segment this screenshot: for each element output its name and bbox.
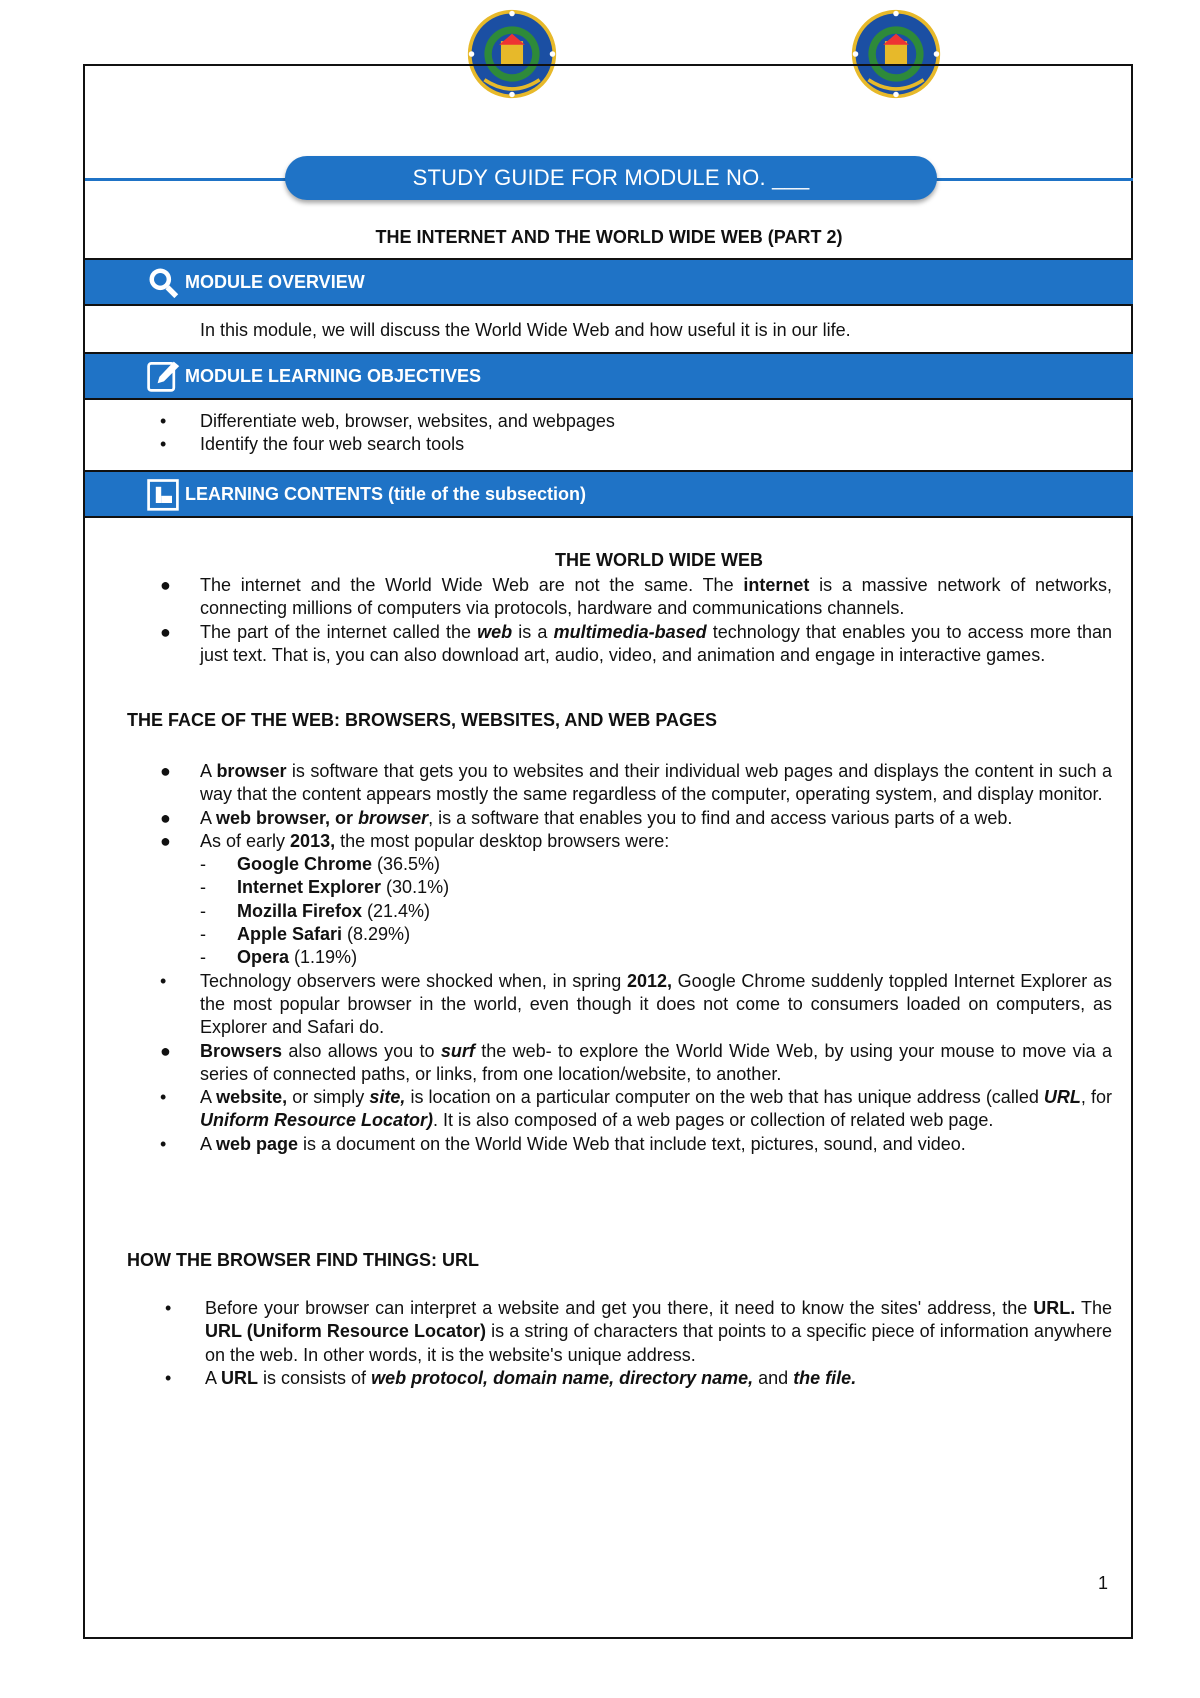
magnifier-icon	[145, 264, 181, 300]
list-item: • Before your browser can interpret a website and get you there, it need to know the sites' address, the URL. The URL (Uniform Resource Locator) is a string of characters that points to a specific piece of information anywhere on the web. In other words, it is the website's unique address.	[165, 1298, 1112, 1365]
list-item: • Technology observers were shocked when, in spring 2012, Google Chrome suddenly toppled Internet Explorer as the most popular browser in the world, even though it does not come to consumers loaded on computers, as Explorer and Safari do.	[160, 970, 1112, 1038]
list-item: ● The part of the internet called the web is a multimedia-based technology that enables you to access more than just text. That is, you can also download art, audio, video, and animation and engage in interactive games.	[160, 621, 1112, 665]
face-heading: THE FACE OF THE WEB: BROWSERS, WEBSITES, AND WEB PAGES	[127, 710, 718, 730]
pencil-square-icon	[145, 358, 181, 394]
url-list	[165, 1297, 1112, 1390]
band-divider	[85, 516, 1133, 518]
bullet-icon: ●	[160, 1040, 171, 1061]
book-icon	[145, 476, 181, 512]
study-guide-title: STUDY GUIDE FOR MODULE NO. ___	[285, 156, 937, 200]
list-item: - Google Chrome (36.5%)	[200, 854, 441, 875]
learning-objectives-label: MODULE LEARNING OBJECTIVES	[185, 365, 482, 386]
list-item: - Apple Safari (8.29%)	[200, 924, 411, 945]
bullet-icon: •	[160, 411, 167, 431]
list-item: ● A browser is software that gets you to websites and their individual web pages and displays the content in such a way that the content appears mostly the same regardless of the computer, operating system, and display monitor.	[160, 761, 1112, 805]
band-divider	[85, 304, 1133, 306]
band-divider	[85, 398, 1133, 400]
url-heading: HOW THE BROWSER FIND THINGS: URL	[127, 1250, 479, 1270]
list-item: ● The internet and the World Wide Web are not the same. The internet is a massive network of networks, connecting millions of computers via protocols, hardware and communications channels.	[160, 575, 1112, 619]
bullet-icon: ●	[160, 761, 171, 781]
bullet-icon: ●	[160, 575, 171, 595]
bullet-icon: •	[160, 1087, 167, 1108]
list-item: - Internet Explorer (30.1%)	[200, 877, 450, 898]
module-overview-band	[85, 260, 1133, 304]
bullet-icon: ●	[160, 621, 171, 642]
www-heading: THE WORLD WIDE WEB	[555, 550, 763, 570]
list-item: • Differentiate web, browser, websites, and webpages	[200, 410, 1120, 433]
bullet-icon: •	[160, 1133, 167, 1154]
learning-contents-band	[85, 472, 1133, 516]
bullet-icon: •	[165, 1298, 172, 1318]
bullet-icon: ●	[160, 830, 171, 851]
list-item: • A URL is consists of web protocol, domain name, directory name, and the file.	[205, 1367, 1112, 1390]
page-number: 1	[1098, 1573, 1109, 1593]
bullet-icon: •	[160, 970, 167, 991]
list-item: • A web page is a document on the World Wide Web that include text, pictures, sound, and video.	[200, 1133, 1112, 1156]
module-title: THE INTERNET AND THE WORLD WIDE WEB (PART 2)	[375, 227, 843, 247]
overview-text: In this module, we will discuss the World Wide Web and how useful it is in our life.	[200, 320, 851, 340]
list-item: • A website, or simply site, is location on a particular computer on the web that has unique address (called URL, for Uniform Resource Locator). It is also composed of a web pages or collection of related web page.	[160, 1087, 1113, 1131]
list-item: - Mozilla Firefox (21.4%)	[200, 900, 431, 921]
list-item: ● A web browser, or browser, is a software that enables you to find and access various parts of a web.	[200, 807, 1112, 830]
bullet-icon: ●	[160, 807, 171, 828]
module-overview-label: MODULE OVERVIEW	[185, 271, 365, 292]
learning-contents-label: LEARNING CONTENTS (title of the subsection)	[185, 483, 587, 504]
list-item: ● Browsers also allows you to surf the web- to explore the World Wide Web, by using your mouse to move via a series of connected paths, or links, from one location/website, to another.	[160, 1040, 1112, 1084]
browser-list	[200, 853, 1112, 969]
list-item: • Identify the four web search tools	[200, 433, 1120, 456]
list-item: - Opera (1.19%)	[200, 947, 358, 968]
learning-objectives-band	[85, 354, 1133, 398]
www-list	[160, 574, 1112, 667]
list-item: ● As of early 2013, the most popular desktop browsers were: - Google Chrome (36.5%) - Internet Explorer (30.1%) - Mozilla Firefox (21.4%) - Apple Safari (8.29%) - Opera (1.19%)	[200, 830, 1112, 970]
bullet-icon: •	[160, 434, 167, 455]
objectives-list	[160, 410, 1120, 457]
bullet-icon: •	[165, 1367, 172, 1388]
face-list	[160, 760, 1113, 1156]
